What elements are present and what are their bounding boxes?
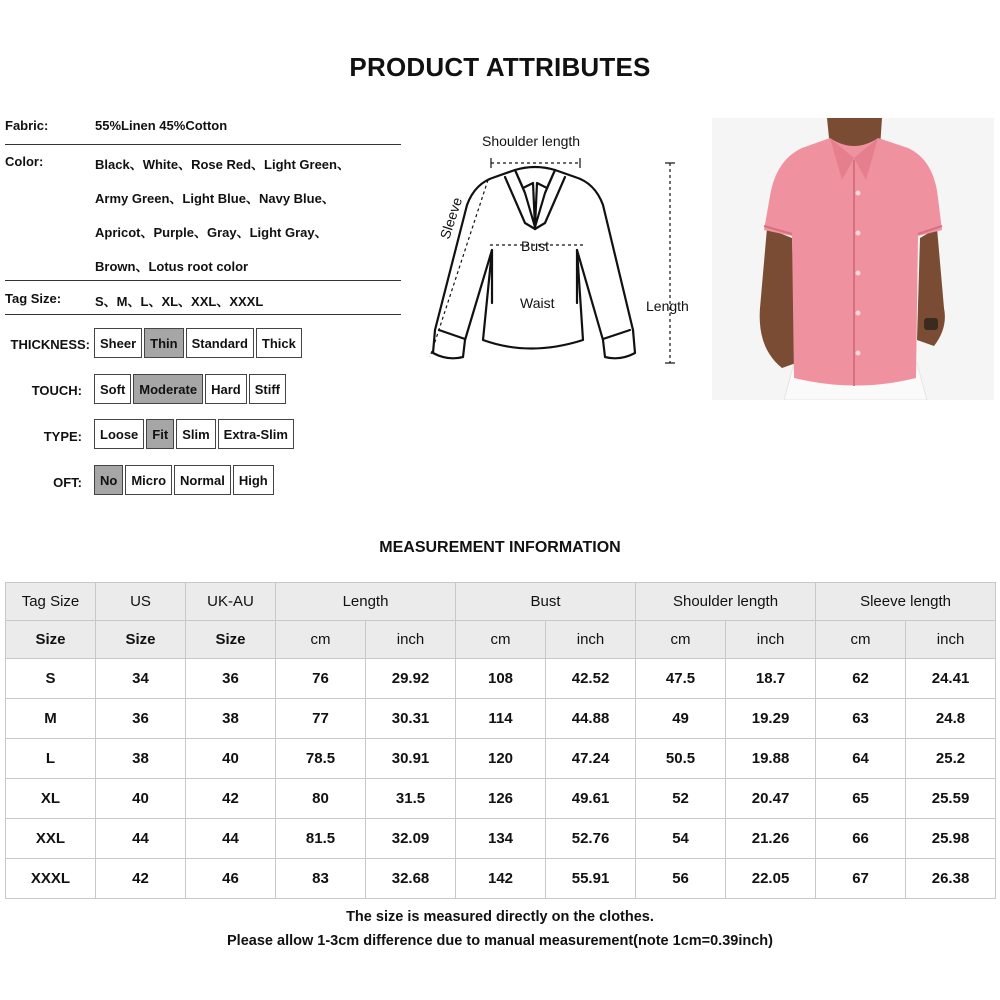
value-cell: 25.59 xyxy=(906,779,996,819)
option-standard[interactable]: Standard xyxy=(186,328,254,358)
table-row xyxy=(6,699,996,739)
measurement-title: MEASUREMENT INFORMATION xyxy=(379,539,621,556)
option-high[interactable]: High xyxy=(233,465,274,495)
length-label: Length xyxy=(646,298,689,314)
option-thin[interactable]: Thin xyxy=(144,328,183,358)
value-cell: 18.7 xyxy=(726,659,816,699)
table-row xyxy=(6,659,996,699)
option-extra-slim[interactable]: Extra-Slim xyxy=(218,419,294,449)
value-cell: 42 xyxy=(96,859,186,899)
value-cell: 26.38 xyxy=(906,859,996,899)
touch-label: TOUCH: xyxy=(31,383,82,398)
value-cell: 54 xyxy=(636,819,726,859)
header-cell: Sleeve length xyxy=(816,583,996,621)
value-cell: 67 xyxy=(816,859,906,899)
table-subheader-row xyxy=(6,621,996,659)
oft-options xyxy=(94,465,274,495)
table-row xyxy=(6,779,996,819)
value-cell: 134 xyxy=(456,819,546,859)
value-cell: 76 xyxy=(276,659,366,699)
value-cell: 25.2 xyxy=(906,739,996,779)
value-cell: 65 xyxy=(816,779,906,819)
subheader-cell: inch xyxy=(546,621,636,659)
waist-label: Waist xyxy=(520,295,555,311)
subheader-cell: inch xyxy=(366,621,456,659)
value-cell: 29.92 xyxy=(366,659,456,699)
color-label: Color: xyxy=(5,154,44,169)
oft-label: OFT: xyxy=(53,475,82,490)
type-options xyxy=(94,419,294,449)
value-cell: 50.5 xyxy=(636,739,726,779)
value-cell: 40 xyxy=(186,739,276,779)
value-cell: 19.88 xyxy=(726,739,816,779)
tag-size-label: Tag Size: xyxy=(5,291,62,306)
value-cell: 63 xyxy=(816,699,906,739)
header-cell: Shoulder length xyxy=(636,583,816,621)
option-no[interactable]: No xyxy=(94,465,123,495)
size-cell: M xyxy=(6,699,96,739)
value-cell: 78.5 xyxy=(276,739,366,779)
pink-shirt-model-image xyxy=(712,118,994,400)
header-cell: UK-AU xyxy=(186,583,276,621)
value-cell: 62 xyxy=(816,659,906,699)
option-micro[interactable]: Micro xyxy=(125,465,172,495)
subheader-cell: inch xyxy=(726,621,816,659)
value-cell: 36 xyxy=(96,699,186,739)
page-title: PRODUCT ATTRIBUTES xyxy=(349,52,651,82)
subheader-cell: cm xyxy=(816,621,906,659)
option-soft[interactable]: Soft xyxy=(94,374,131,404)
value-cell: 30.31 xyxy=(366,699,456,739)
sleeve-label: Sleeve xyxy=(436,195,466,241)
value-cell: 81.5 xyxy=(276,819,366,859)
option-thick[interactable]: Thick xyxy=(256,328,302,358)
tag-size-row xyxy=(5,281,401,315)
touch-options xyxy=(94,374,286,404)
value-cell: 56 xyxy=(636,859,726,899)
value-cell: 44.88 xyxy=(546,699,636,739)
color-line: Black、White、Rose Red、Light Green、 xyxy=(95,157,350,172)
value-cell: 42 xyxy=(186,779,276,819)
value-cell: 55.91 xyxy=(546,859,636,899)
shirt-measurement-diagram xyxy=(415,125,705,370)
value-cell: 31.5 xyxy=(366,779,456,819)
option-slim[interactable]: Slim xyxy=(176,419,215,449)
thickness-options xyxy=(94,328,302,358)
value-cell: 77 xyxy=(276,699,366,739)
value-cell: 52.76 xyxy=(546,819,636,859)
value-cell: 32.68 xyxy=(366,859,456,899)
shoulder-length-label: Shoulder length xyxy=(482,133,581,149)
subheader-cell: cm xyxy=(636,621,726,659)
value-cell: 24.41 xyxy=(906,659,996,699)
fabric-value: 55%Linen 45%Cotton xyxy=(95,118,228,133)
header-cell: Bust xyxy=(456,583,636,621)
fabric-label: Fabric: xyxy=(5,118,49,133)
option-fit[interactable]: Fit xyxy=(146,419,174,449)
bust-label: Bust xyxy=(521,238,550,254)
value-cell: 44 xyxy=(96,819,186,859)
color-line: Army Green、Light Blue、Navy Blue、 xyxy=(95,191,335,206)
value-cell: 47.5 xyxy=(636,659,726,699)
size-cell: XL xyxy=(6,779,96,819)
option-sheer[interactable]: Sheer xyxy=(94,328,142,358)
note-difference: Please allow 1-3cm difference due to manual measurement(note 1cm=0.39inch) xyxy=(227,933,773,949)
value-cell: 30.91 xyxy=(366,739,456,779)
measurement-table xyxy=(5,582,996,899)
value-cell: 80 xyxy=(276,779,366,819)
table-row xyxy=(6,859,996,899)
option-hard[interactable]: Hard xyxy=(205,374,247,404)
header-cell: US xyxy=(96,583,186,621)
option-normal[interactable]: Normal xyxy=(174,465,231,495)
color-line: Apricot、Purple、Gray、Light Gray、 xyxy=(95,225,328,240)
subheader-cell: cm xyxy=(276,621,366,659)
value-cell: 126 xyxy=(456,779,546,819)
value-cell: 36 xyxy=(186,659,276,699)
value-cell: 49 xyxy=(636,699,726,739)
value-cell: 20.47 xyxy=(726,779,816,819)
value-cell: 25.98 xyxy=(906,819,996,859)
subheader-cell: cm xyxy=(456,621,546,659)
value-cell: 64 xyxy=(816,739,906,779)
size-cell: XXL xyxy=(6,819,96,859)
fabric-row xyxy=(5,118,401,145)
value-cell: 52 xyxy=(636,779,726,819)
value-cell: 19.29 xyxy=(726,699,816,739)
table-row xyxy=(6,739,996,779)
value-cell: 40 xyxy=(96,779,186,819)
value-cell: 46 xyxy=(186,859,276,899)
value-cell: 120 xyxy=(456,739,546,779)
note-measured: The size is measured directly on the clothes. xyxy=(346,909,654,925)
value-cell: 47.24 xyxy=(546,739,636,779)
subheader-cell: inch xyxy=(906,621,996,659)
value-cell: 38 xyxy=(186,699,276,739)
value-cell: 24.8 xyxy=(906,699,996,739)
value-cell: 42.52 xyxy=(546,659,636,699)
value-cell: 34 xyxy=(96,659,186,699)
type-label: TYPE: xyxy=(43,429,82,444)
value-cell: 108 xyxy=(456,659,546,699)
subheader-cell: Size xyxy=(186,621,276,659)
table-row xyxy=(6,819,996,859)
size-cell: S xyxy=(6,659,96,699)
value-cell: 114 xyxy=(456,699,546,739)
value-cell: 44 xyxy=(186,819,276,859)
size-cell: L xyxy=(6,739,96,779)
option-stiff[interactable]: Stiff xyxy=(249,374,286,404)
option-loose[interactable]: Loose xyxy=(94,419,144,449)
value-cell: 32.09 xyxy=(366,819,456,859)
value-cell: 142 xyxy=(456,859,546,899)
value-cell: 38 xyxy=(96,739,186,779)
product-photo xyxy=(712,118,994,400)
value-cell: 21.26 xyxy=(726,819,816,859)
table-header-row xyxy=(6,583,996,621)
thickness-label: THICKNESS: xyxy=(10,337,90,352)
subheader-cell: Size xyxy=(96,621,186,659)
option-moderate[interactable]: Moderate xyxy=(133,374,203,404)
value-cell: 66 xyxy=(816,819,906,859)
color-line: Brown、Lotus root color xyxy=(95,259,249,274)
value-cell: 49.61 xyxy=(546,779,636,819)
tag-size-value: S、M、L、XL、XXL、XXXL xyxy=(95,294,264,309)
value-cell: 83 xyxy=(276,859,366,899)
size-cell: XXXL xyxy=(6,859,96,899)
header-cell: Tag Size xyxy=(6,583,96,621)
header-cell: Length xyxy=(276,583,456,621)
subheader-cell: Size xyxy=(6,621,96,659)
value-cell: 22.05 xyxy=(726,859,816,899)
